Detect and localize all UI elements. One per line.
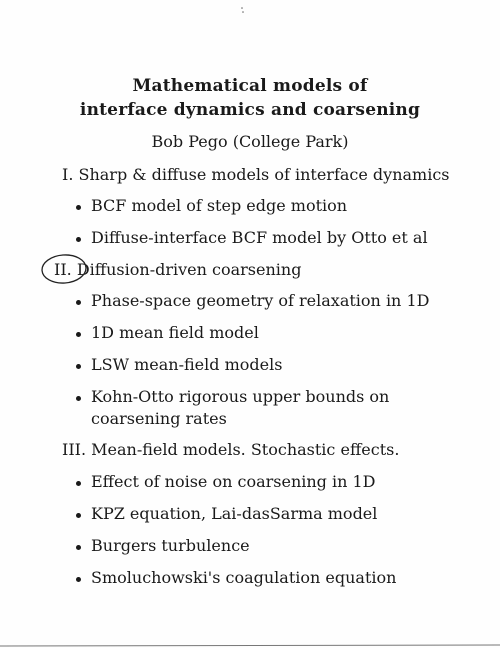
list-item: 1D mean field model xyxy=(91,323,259,342)
list-item: Phase-space geometry of relaxation in 1D xyxy=(91,291,430,310)
list-item: Smoluchowski's coagulation equation xyxy=(91,568,397,587)
page-edge-line xyxy=(0,645,500,646)
section-heading-2: II. Diffusion-driven coarsening xyxy=(54,260,302,279)
bullet-2-4 xyxy=(76,396,81,401)
list-item-continuation: coarsening rates xyxy=(91,409,227,428)
section-heading-3: III. Mean-field models. Stochastic effects. xyxy=(62,440,400,459)
list-item: Effect of noise on coarsening in 1D xyxy=(91,472,376,491)
speck-mark xyxy=(241,7,243,9)
bullet-3-3 xyxy=(76,545,81,550)
list-item: Kohn-Otto rigorous upper bounds on xyxy=(91,387,390,406)
list-item: KPZ equation, Lai-dasSarma model xyxy=(91,504,378,523)
bullet-2-3 xyxy=(76,364,81,369)
bullet-2-2 xyxy=(76,332,81,337)
bullet-2-1 xyxy=(76,300,81,305)
title-line-2: interface dynamics and coarsening xyxy=(79,100,421,120)
section-heading-1: I. Sharp & diffuse models of interface dynamics xyxy=(62,165,450,184)
speck-mark xyxy=(242,11,244,13)
bullet-3-4 xyxy=(76,577,81,582)
bullet-1-1 xyxy=(76,205,81,210)
list-item: LSW mean-field models xyxy=(91,355,283,374)
bullet-3-1 xyxy=(76,481,81,486)
list-item: Burgers turbulence xyxy=(91,536,250,555)
author: Bob Pego (College Park) xyxy=(151,132,349,151)
title-line-1: Mathematical models of xyxy=(132,76,368,96)
bullet-3-2 xyxy=(76,513,81,518)
list-item: BCF model of step edge motion xyxy=(91,196,348,215)
bullet-1-2 xyxy=(76,237,81,242)
list-item: Diffuse-interface BCF model by Otto et al xyxy=(91,228,428,247)
